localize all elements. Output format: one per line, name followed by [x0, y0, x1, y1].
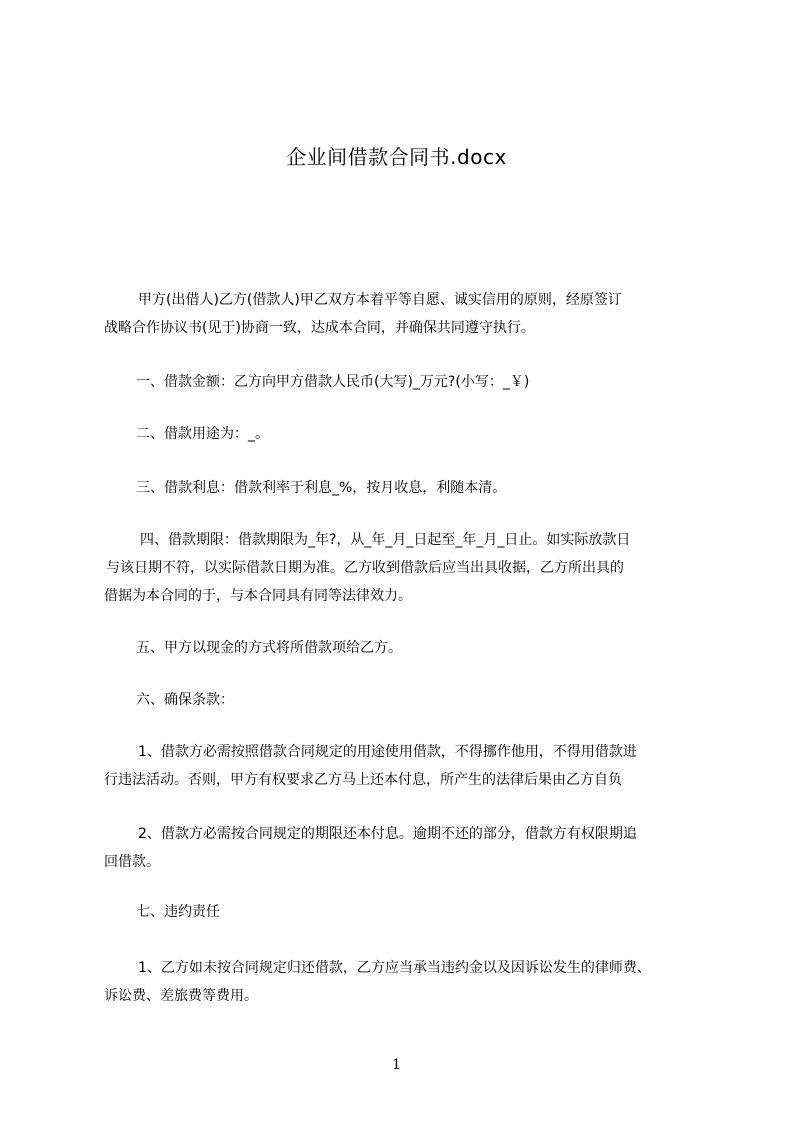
paragraph-line: 二、借款用途为：_。 — [136, 426, 269, 442]
paragraph-intro — [104, 286, 704, 342]
paragraph-line: 1、借款方必需按照借款合同规定的用途使用借款，不得挪作他用，不得用借款进 — [138, 744, 637, 760]
clause-breach-heading — [136, 898, 736, 926]
paragraph-line: 七、违约责任 — [136, 904, 220, 920]
paragraph-line: 四、借款期限：借款期限为_年?，从_年_月_日起至_年_月_日止。如实际放款日 — [140, 532, 631, 548]
clause-guarantee-item-1 — [104, 738, 704, 794]
paragraph-line: 战略合作协议书(见于)协商一致，达成本合同，并确保共同遵守执行。 — [104, 320, 535, 336]
clause-payment-method — [136, 634, 736, 662]
paragraph-line: 诉讼费、差旅费等费用。 — [104, 988, 258, 1004]
clause-loan-purpose — [136, 420, 736, 448]
paragraph-line: 回借款。 — [104, 854, 160, 870]
paragraph-line: 三、借款利息：借款利率于利息_%，按月收息，利随本清。 — [136, 480, 507, 496]
paragraph-line: 借据为本合同的于，与本合同具有同等法律效力。 — [104, 588, 412, 604]
paragraph-line: 行违法活动。否则，甲方有权要求乙方马上还本付息，所产生的法律后果由乙方自负 — [104, 772, 622, 788]
paragraph-line: 1、乙方如未按合同规定归还借款，乙方应当承当违约金以及因诉讼发生的律师费、 — [138, 960, 651, 976]
paragraph-line: 甲方(出借人)乙方(借款人)甲乙双方本着平等自愿、诚实信用的原则，经原签订 — [138, 292, 622, 308]
clause-breach-item-1 — [104, 954, 704, 1010]
document-title: 企业间借款合同书.docx — [286, 145, 507, 169]
clause-loan-amount — [136, 368, 736, 396]
paragraph-line: 2、借款方必需按合同规定的期限还本付息。逾期不还的部分，借款方有权限期追 — [138, 826, 637, 842]
paragraph-line: 与该日期不符，以实际借款日期为准。乙方收到借款后应当出具收据，乙方所出具的 — [106, 560, 624, 576]
paragraph-line: 六、确保条款： — [136, 692, 234, 708]
paragraph-line: 一、借款金额：乙方向甲方借款人民币(大写)_万元?(小写：_￥) — [136, 374, 530, 390]
clause-loan-interest — [136, 474, 736, 502]
clause-guarantee-item-2 — [104, 820, 704, 876]
clause-guarantee-heading — [136, 686, 736, 714]
page-number: 1 — [392, 1057, 401, 1073]
clause-loan-term — [104, 526, 704, 610]
paragraph-line: 五、甲方以现金的方式将所借款项给乙方。 — [136, 640, 402, 656]
